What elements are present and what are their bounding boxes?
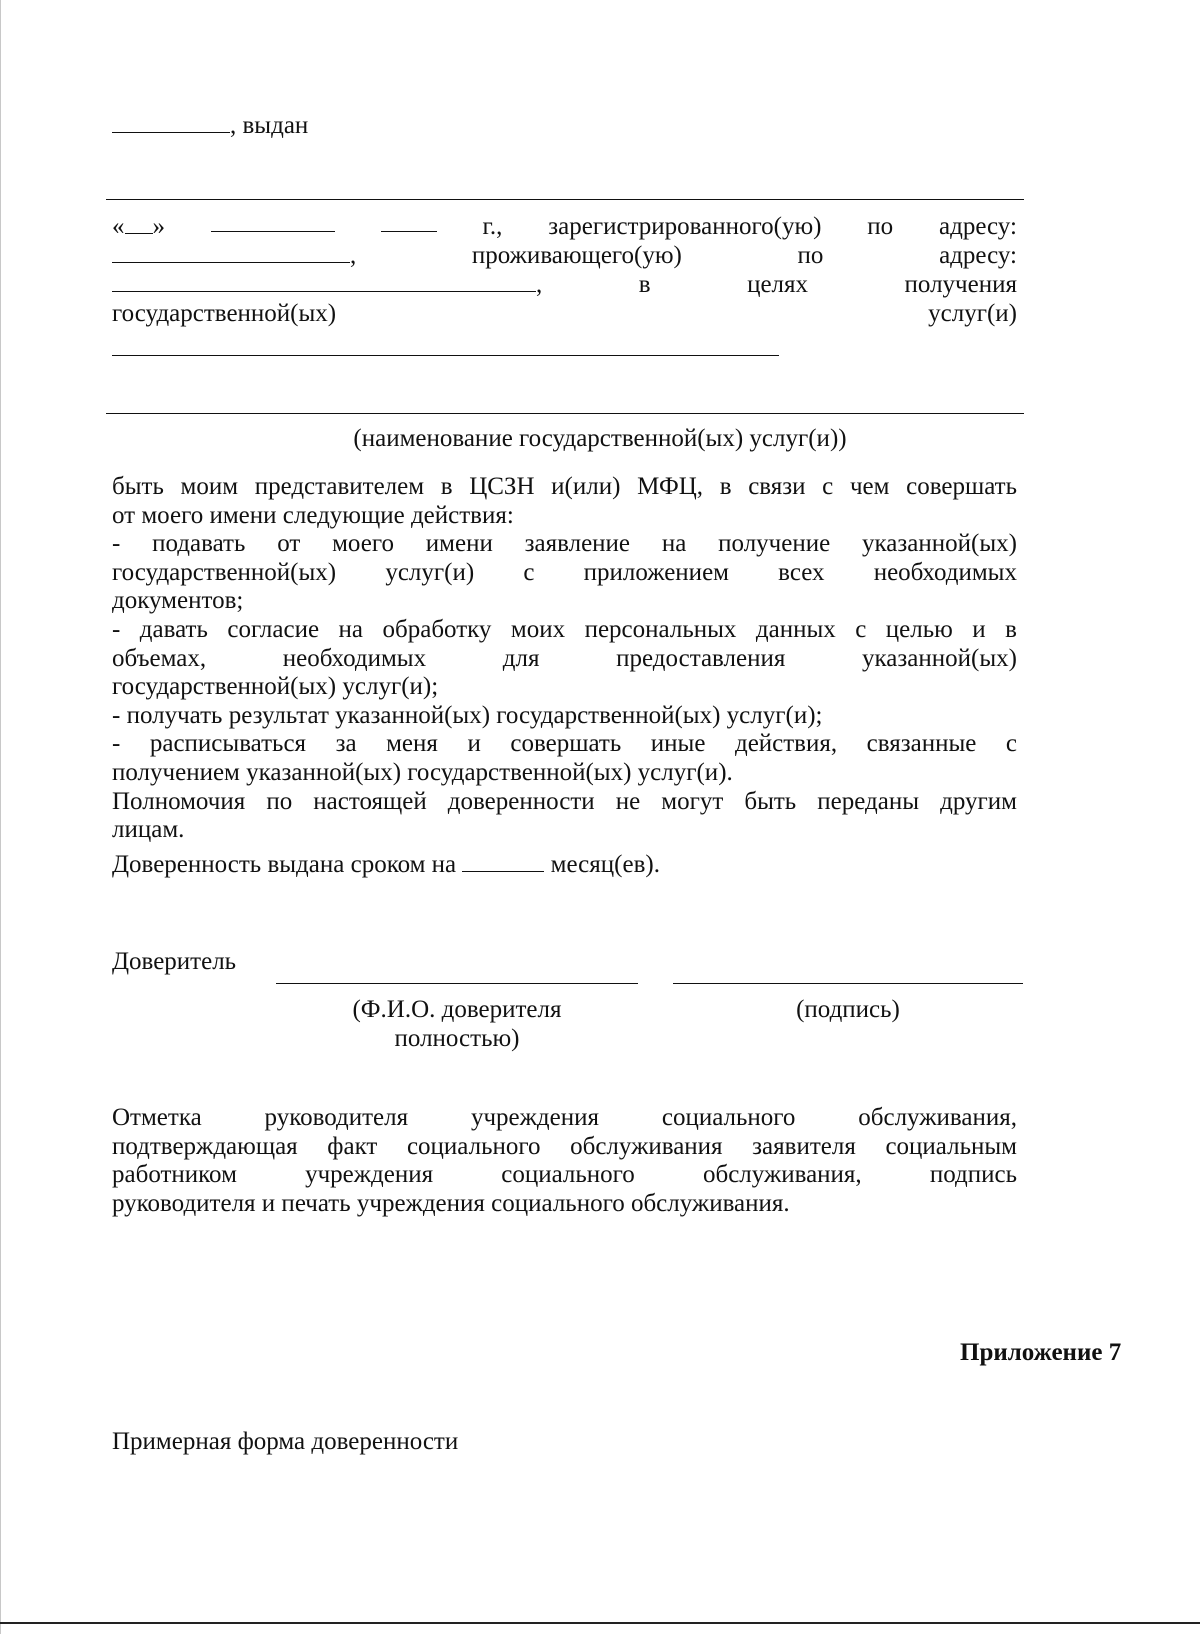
word: другим — [940, 787, 1017, 815]
address-line-1 — [112, 213, 1017, 242]
issued-text: , выдан — [230, 112, 309, 139]
word: обслуживания — [570, 1132, 723, 1160]
body-line — [112, 730, 1017, 759]
year-blank — [381, 213, 437, 232]
address-label: адресу: — [939, 242, 1017, 269]
word: учреждения — [470, 1104, 599, 1131]
name-signature-line — [276, 983, 638, 984]
word: подавать — [152, 530, 246, 558]
word: ЦСЗН — [469, 473, 535, 500]
service-caption: (наименование государственной(ых) услуг(и)) — [353, 425, 847, 452]
word: обработку — [382, 615, 492, 643]
word: социального — [501, 1161, 635, 1189]
services-label: услуг(и) — [928, 300, 1017, 327]
word: персональных — [584, 615, 737, 643]
word: - — [112, 730, 121, 758]
word: получение — [718, 530, 831, 558]
word: связи — [748, 473, 806, 500]
scan-bottom-edge — [0, 1622, 1200, 1624]
term-line — [112, 851, 660, 880]
word: быть — [112, 473, 164, 500]
word: в — [440, 473, 453, 500]
state-label: государственной(ых) — [112, 300, 337, 327]
word: с — [822, 473, 834, 500]
word: государственной(ых) — [112, 558, 337, 586]
word: приложением — [583, 558, 729, 586]
word: факт — [327, 1132, 378, 1160]
word: объемах, — [112, 644, 207, 672]
word: необходимых — [282, 644, 427, 672]
word: и — [972, 615, 986, 643]
body-line: государственной(ых) услуг(и); — [112, 673, 439, 701]
word: социального — [406, 1132, 541, 1160]
term-prefix: Доверенность выдана сроком на — [112, 851, 457, 878]
day-blank — [125, 215, 153, 234]
word: совершать — [906, 473, 1017, 500]
word: настоящей — [313, 787, 427, 815]
word: не — [615, 787, 641, 815]
word: - — [112, 530, 121, 558]
body-line — [112, 559, 1017, 588]
service-blank-line — [106, 413, 1024, 414]
word: указанной(ых) — [862, 644, 1017, 672]
note-line: руководителя и печать учреждения социального обслуживания. — [112, 1189, 790, 1217]
body-line: от моего имени следующие действия: — [112, 501, 514, 529]
word: представителем — [254, 473, 425, 500]
body-paragraph — [112, 473, 1017, 845]
issued-line — [112, 112, 308, 141]
word: указанной(ых) — [862, 530, 1017, 558]
word: действия, — [734, 730, 838, 758]
note-line — [112, 1161, 1017, 1190]
word: и(или) — [551, 473, 621, 500]
form-title: Примерная форма доверенности — [112, 1428, 459, 1455]
registered-label: зарегистрированного(ую) — [548, 213, 822, 240]
word: Полномочия — [112, 787, 246, 815]
word: целью — [885, 615, 953, 643]
word: доверенности — [447, 787, 595, 815]
word: чем — [849, 473, 890, 500]
word: на — [338, 615, 364, 643]
word: связанные — [866, 730, 977, 758]
receiving-label: получения — [904, 271, 1017, 298]
word: социального — [661, 1104, 796, 1131]
body-line — [112, 616, 1017, 645]
in-label: в — [638, 271, 651, 298]
word: необходимых — [873, 558, 1017, 586]
body-line: лицам. — [112, 816, 185, 844]
body-line — [112, 530, 1017, 559]
word: давать — [139, 615, 208, 643]
word: с — [855, 615, 867, 643]
word: в — [1005, 615, 1017, 643]
word: обслуживания, — [858, 1104, 1017, 1131]
body-line — [112, 645, 1017, 674]
word: заявление — [524, 530, 631, 558]
blank-field — [112, 114, 230, 133]
note-line — [112, 1104, 1017, 1133]
word: с — [523, 558, 535, 586]
residing-label: проживающего(ую) — [471, 242, 682, 269]
word: Отметка — [112, 1104, 202, 1131]
word: МФЦ, — [637, 473, 704, 500]
month-blank — [211, 213, 335, 232]
word: работником — [112, 1161, 237, 1189]
word: имени — [425, 530, 493, 558]
institution-note — [112, 1104, 1017, 1218]
word: в — [719, 473, 732, 500]
word: обслуживания, — [702, 1161, 862, 1189]
word: могут — [661, 787, 724, 815]
word: заявителя — [752, 1132, 856, 1160]
word: иные — [650, 730, 706, 758]
word: подпись — [929, 1161, 1017, 1189]
date-field: « » — [112, 213, 165, 240]
word: - — [112, 615, 121, 643]
word: по — [266, 787, 293, 815]
service-blank-line — [112, 355, 779, 356]
signature-label: Доверитель — [112, 948, 237, 975]
at-label: по — [867, 213, 894, 240]
word: всех — [778, 558, 825, 586]
year-suffix: г., — [482, 213, 503, 240]
word: учреждения — [305, 1161, 434, 1189]
word: для — [502, 644, 540, 672]
word: совершать — [510, 730, 622, 758]
body-line — [112, 788, 1017, 817]
word: с — [1005, 730, 1017, 758]
term-suffix: месяц(ев). — [550, 851, 660, 878]
sign-signature-line — [673, 983, 1023, 984]
word: моего — [332, 530, 394, 558]
word: социальным — [885, 1132, 1017, 1160]
address-line-2 — [112, 242, 1017, 271]
address-line-4 — [112, 300, 1017, 329]
appendix-title: Приложение 7 — [960, 1339, 1122, 1366]
blank-field — [112, 244, 350, 263]
divider-line — [106, 199, 1024, 200]
sign-caption: (подпись) — [796, 996, 900, 1023]
body-line: документов; — [112, 587, 244, 615]
note-line — [112, 1133, 1017, 1162]
word: за — [335, 730, 357, 758]
word: на — [661, 530, 687, 558]
word: подтверждающая — [112, 1132, 298, 1160]
months-blank — [462, 853, 544, 872]
word: и — [467, 730, 481, 758]
name-caption-2: полностью) — [394, 1025, 520, 1052]
word: руководителя — [264, 1104, 409, 1131]
word: услуг(и) — [385, 558, 475, 586]
blank-field — [112, 273, 536, 292]
word: данных — [755, 615, 836, 643]
registered-address-field: , — [112, 242, 356, 271]
address-label: адресу: — [939, 213, 1017, 240]
address-line-3 — [112, 271, 1017, 300]
body-line: получением указанной(ых) государственной(ых) услуг(и). — [112, 758, 733, 786]
scan-left-edge — [0, 0, 1, 1634]
word: быть — [744, 787, 797, 815]
name-caption-1: (Ф.И.О. доверителя — [352, 996, 562, 1023]
word: предоставления — [616, 644, 786, 672]
body-line — [112, 473, 1017, 502]
word: расписываться — [149, 730, 307, 758]
purposes-label: целях — [747, 271, 809, 298]
word: согласие — [227, 615, 320, 643]
word: от — [277, 530, 301, 558]
word: моих — [510, 615, 566, 643]
word: меня — [386, 730, 438, 758]
at-label: по — [797, 242, 824, 269]
word: переданы — [817, 787, 920, 815]
body-line: - получать результат указанной(ых) государственной(ых) услуг(и); — [112, 701, 823, 729]
residence-address-field: , — [112, 271, 542, 300]
word: моим — [180, 473, 239, 500]
